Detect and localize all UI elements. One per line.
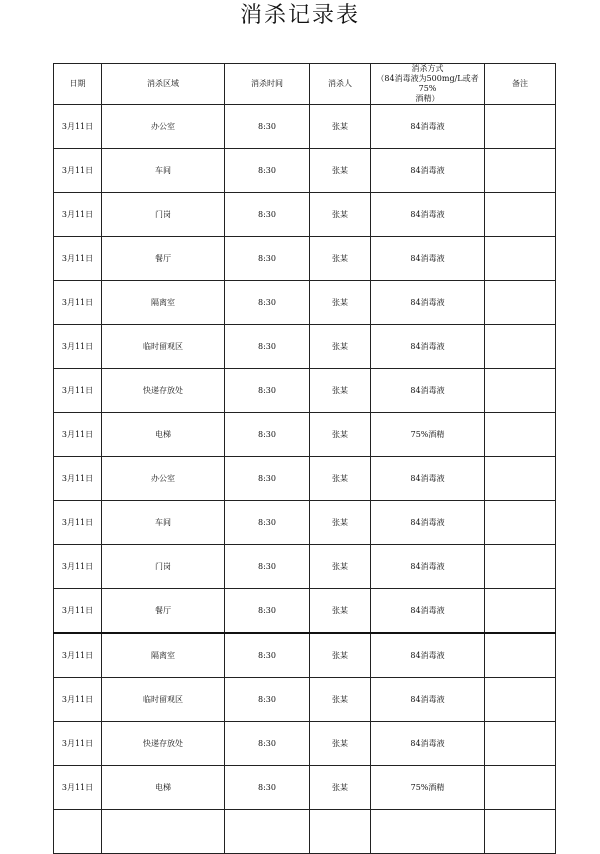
table-row xyxy=(54,325,556,369)
cell-date xyxy=(54,810,102,854)
cell-person: 张某 xyxy=(310,501,371,545)
cell-date: 3月11日 xyxy=(54,589,102,634)
cell-date: 3月11日 xyxy=(54,501,102,545)
cell-area: 隔离室 xyxy=(102,633,225,678)
header-remarks: 备注 xyxy=(485,64,556,105)
cell-method: 84消毒液 xyxy=(371,457,485,501)
cell-area: 车间 xyxy=(102,501,225,545)
cell-time: 8:30 xyxy=(225,193,310,237)
table-row xyxy=(54,678,556,722)
table-row xyxy=(54,281,556,325)
cell-method: 84消毒液 xyxy=(371,149,485,193)
cell-area: 餐厅 xyxy=(102,589,225,634)
cell-time: 8:30 xyxy=(225,722,310,766)
table-row xyxy=(54,545,556,589)
cell-remarks xyxy=(485,237,556,281)
cell-area: 餐厅 xyxy=(102,237,225,281)
header-method-line2: （84消毒液为500mg/L或者75% xyxy=(376,74,479,93)
disinfection-record-table xyxy=(53,63,556,854)
cell-remarks xyxy=(485,193,556,237)
cell-area: 车间 xyxy=(102,149,225,193)
cell-remarks xyxy=(485,413,556,457)
cell-area: 临时留观区 xyxy=(102,678,225,722)
cell-date: 3月11日 xyxy=(54,633,102,678)
cell-remarks xyxy=(485,633,556,678)
cell-method: 84消毒液 xyxy=(371,105,485,149)
table-row xyxy=(54,413,556,457)
cell-person: 张某 xyxy=(310,149,371,193)
cell-area: 办公室 xyxy=(102,105,225,149)
cell-person: 张某 xyxy=(310,325,371,369)
cell-method: 84消毒液 xyxy=(371,678,485,722)
cell-date: 3月11日 xyxy=(54,722,102,766)
cell-person: 张某 xyxy=(310,766,371,810)
cell-person: 张某 xyxy=(310,722,371,766)
cell-method: 75%酒精 xyxy=(371,413,485,457)
cell-date: 3月11日 xyxy=(54,281,102,325)
cell-date: 3月11日 xyxy=(54,457,102,501)
cell-time: 8:30 xyxy=(225,766,310,810)
table-row xyxy=(54,369,556,413)
table-row xyxy=(54,589,556,634)
cell-time: 8:30 xyxy=(225,633,310,678)
cell-person: 张某 xyxy=(310,105,371,149)
cell-date: 3月11日 xyxy=(54,193,102,237)
cell-time: 8:30 xyxy=(225,678,310,722)
cell-area: 快递存放处 xyxy=(102,722,225,766)
cell-date: 3月11日 xyxy=(54,105,102,149)
cell-person: 张某 xyxy=(310,369,371,413)
cell-remarks xyxy=(485,678,556,722)
cell-remarks xyxy=(485,810,556,854)
cell-time: 8:30 xyxy=(225,281,310,325)
cell-person: 张某 xyxy=(310,545,371,589)
cell-area: 隔离室 xyxy=(102,281,225,325)
cell-date: 3月11日 xyxy=(54,149,102,193)
cell-area: 电梯 xyxy=(102,766,225,810)
cell-method: 84消毒液 xyxy=(371,193,485,237)
cell-remarks xyxy=(485,457,556,501)
cell-method: 75%酒精 xyxy=(371,766,485,810)
table-row xyxy=(54,149,556,193)
cell-time: 8:30 xyxy=(225,325,310,369)
cell-remarks xyxy=(485,325,556,369)
cell-time: 8:30 xyxy=(225,457,310,501)
cell-remarks xyxy=(485,281,556,325)
cell-time: 8:30 xyxy=(225,105,310,149)
cell-method: 84消毒液 xyxy=(371,633,485,678)
cell-date: 3月11日 xyxy=(54,545,102,589)
cell-method: 84消毒液 xyxy=(371,545,485,589)
table-row xyxy=(54,457,556,501)
cell-date: 3月11日 xyxy=(54,325,102,369)
cell-method: 84消毒液 xyxy=(371,501,485,545)
header-method-line3: 酒精） xyxy=(415,94,440,103)
cell-method: 84消毒液 xyxy=(371,722,485,766)
cell-area: 办公室 xyxy=(102,457,225,501)
page-title: 消杀记录表 xyxy=(239,3,360,28)
table-row xyxy=(54,722,556,766)
cell-date: 3月11日 xyxy=(54,369,102,413)
cell-area: 临时留观区 xyxy=(102,325,225,369)
cell-time xyxy=(225,810,310,854)
cell-person: 张某 xyxy=(310,678,371,722)
cell-person: 张某 xyxy=(310,633,371,678)
cell-remarks xyxy=(485,105,556,149)
cell-date: 3月11日 xyxy=(54,678,102,722)
header-method-line1: 消杀方式 xyxy=(411,64,444,73)
cell-remarks xyxy=(485,766,556,810)
cell-time: 8:30 xyxy=(225,413,310,457)
cell-time: 8:30 xyxy=(225,149,310,193)
header-person: 消杀人 xyxy=(310,64,371,105)
cell-person: 张某 xyxy=(310,237,371,281)
cell-date: 3月11日 xyxy=(54,413,102,457)
cell-method xyxy=(371,810,485,854)
cell-remarks xyxy=(485,545,556,589)
cell-time: 8:30 xyxy=(225,589,310,634)
cell-method: 84消毒液 xyxy=(371,369,485,413)
cell-remarks xyxy=(485,149,556,193)
cell-method: 84消毒液 xyxy=(371,325,485,369)
cell-person: 张某 xyxy=(310,589,371,634)
cell-person xyxy=(310,810,371,854)
cell-area: 门岗 xyxy=(102,193,225,237)
cell-remarks xyxy=(485,369,556,413)
cell-person: 张某 xyxy=(310,193,371,237)
table-row xyxy=(54,237,556,281)
table-row xyxy=(54,501,556,545)
header-area: 消杀区域 xyxy=(102,64,225,105)
cell-remarks xyxy=(485,589,556,634)
header-date: 日期 xyxy=(54,64,102,105)
cell-method: 84消毒液 xyxy=(371,589,485,634)
cell-remarks xyxy=(485,722,556,766)
cell-date: 3月11日 xyxy=(54,766,102,810)
table-header-row xyxy=(54,64,556,105)
table-row xyxy=(54,105,556,149)
cell-time: 8:30 xyxy=(225,501,310,545)
cell-area: 快递存放处 xyxy=(102,369,225,413)
cell-area xyxy=(102,810,225,854)
table-body xyxy=(54,105,556,854)
cell-method: 84消毒液 xyxy=(371,237,485,281)
cell-time: 8:30 xyxy=(225,545,310,589)
cell-method: 84消毒液 xyxy=(371,281,485,325)
cell-time: 8:30 xyxy=(225,369,310,413)
header-method xyxy=(371,64,485,105)
table-row xyxy=(54,766,556,810)
header-time: 消杀时间 xyxy=(225,64,310,105)
table-row xyxy=(54,810,556,854)
cell-date: 3月11日 xyxy=(54,237,102,281)
table-row xyxy=(54,193,556,237)
cell-remarks xyxy=(485,501,556,545)
cell-time: 8:30 xyxy=(225,237,310,281)
cell-person: 张某 xyxy=(310,457,371,501)
cell-person: 张某 xyxy=(310,413,371,457)
table-row xyxy=(54,633,556,678)
cell-person: 张某 xyxy=(310,281,371,325)
cell-area: 门岗 xyxy=(102,545,225,589)
cell-area: 电梯 xyxy=(102,413,225,457)
